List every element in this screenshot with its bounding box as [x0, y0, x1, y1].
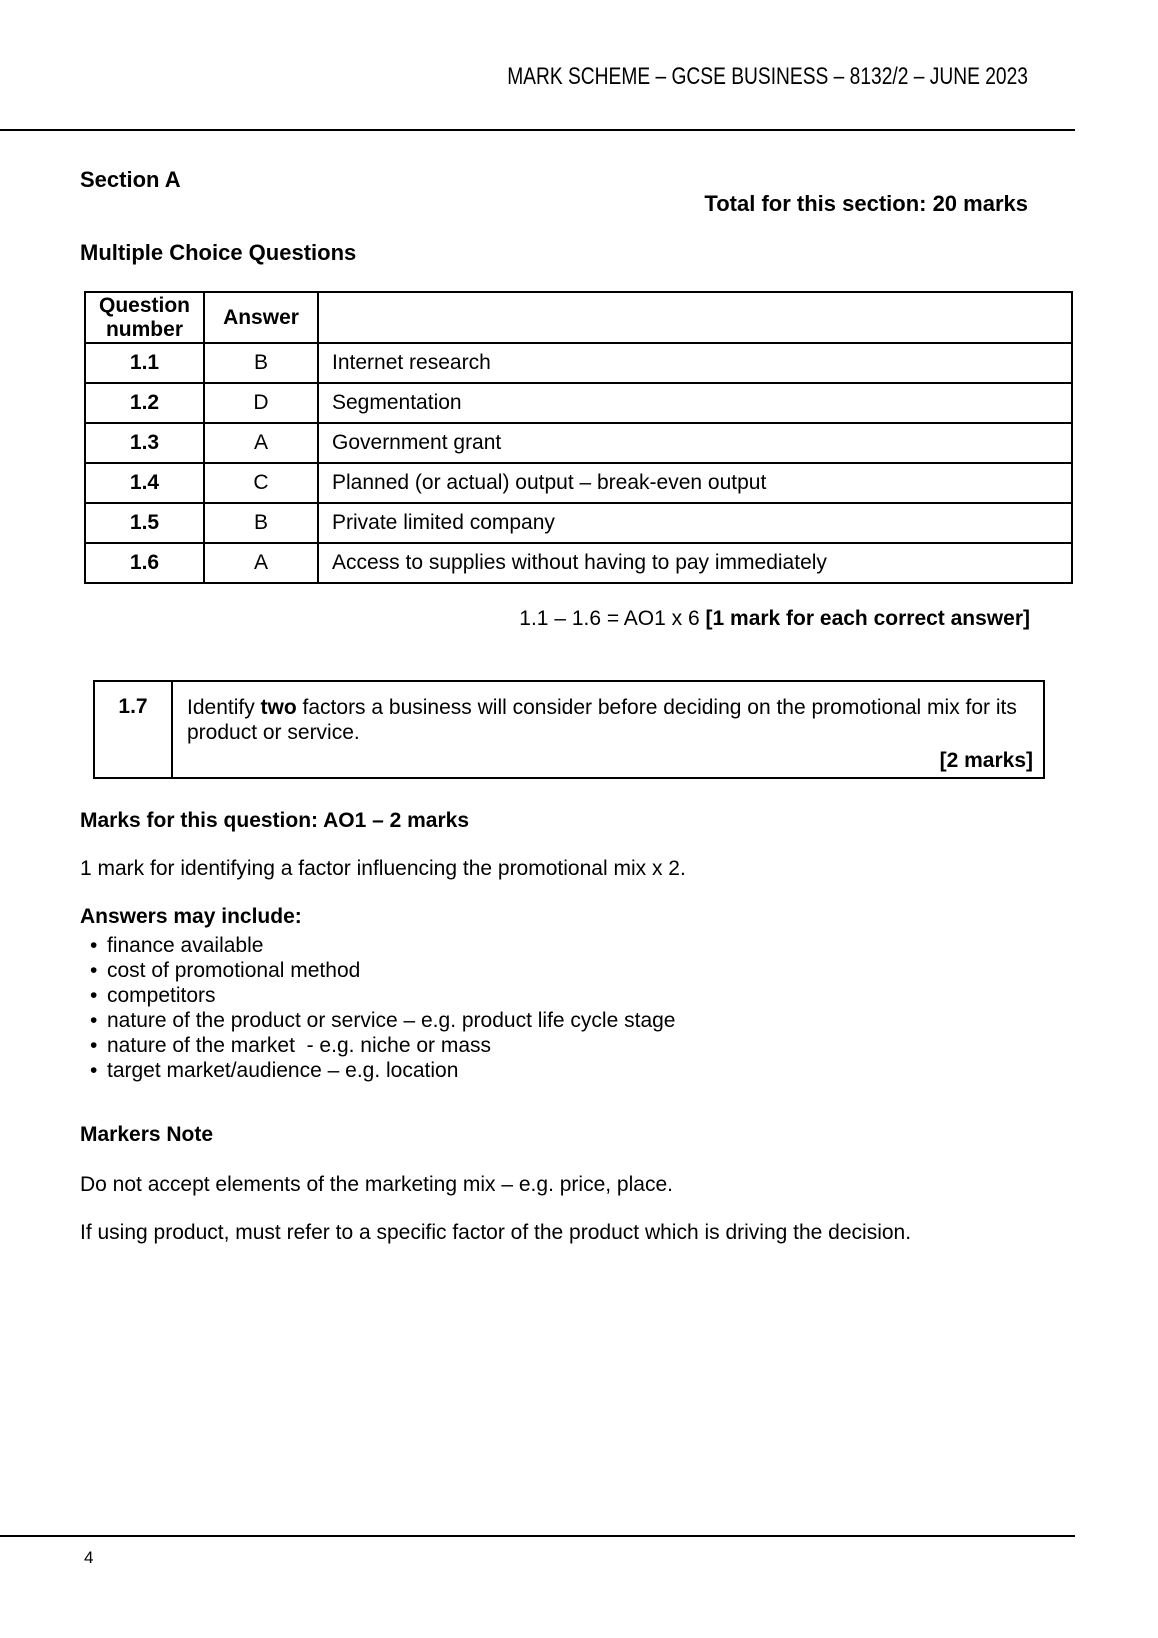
markers-note-line-1: Do not accept elements of the marketing mix – e.g. price, place.	[80, 1173, 673, 1196]
table-row	[85, 543, 1072, 583]
question-1-7-marks: [2 marks]	[939, 749, 1033, 772]
mcq-marks-note	[80, 607, 1030, 631]
table-row	[85, 383, 1072, 423]
marking-criteria-line: 1 mark for identifying a factor influencing the promotional mix x 2.	[80, 857, 686, 880]
answer-text-cell: Internet research	[318, 343, 1072, 383]
answer-text-cell: Government grant	[318, 423, 1072, 463]
question-1-7-number: 1.7	[95, 682, 173, 777]
question-number-cell: 1.5	[85, 503, 204, 543]
question-1-7-body	[173, 682, 1043, 777]
document-header-text: MARK SCHEME – GCSE BUSINESS – 8132/2 – JUNE 2023	[507, 63, 1028, 90]
table-header-row	[85, 292, 1072, 343]
header-divider	[0, 129, 1075, 131]
answer-letter-cell: C	[204, 463, 318, 503]
answer-letter-cell: D	[204, 383, 318, 423]
section-subtitle: Multiple Choice Questions	[80, 240, 357, 265]
answer-letter-cell: B	[204, 503, 318, 543]
section-total-marks: Total for this section: 20 marks	[704, 191, 1028, 216]
table-row	[85, 503, 1072, 543]
table-row	[85, 343, 1072, 383]
answer-bullet-list	[80, 933, 1040, 1083]
list-item: • finance available	[80, 933, 1040, 958]
list-item: • nature of the market - e.g. niche or mass	[80, 1033, 1040, 1058]
question-text-segment: Identify	[187, 696, 261, 719]
marks-for-question-heading: Marks for this question: AO1 – 2 marks	[80, 809, 470, 832]
section-title: Section A	[80, 167, 181, 192]
markers-note-line-2: If using product, must refer to a specific factor of the product which is driving the decision.	[80, 1221, 912, 1244]
col-header-answer: Answer	[204, 292, 318, 343]
question-1-7-text	[187, 695, 1033, 745]
answer-text-cell: Segmentation	[318, 383, 1072, 423]
list-item: • target market/audience – e.g. location	[80, 1058, 1040, 1083]
question-1-7-box	[93, 680, 1045, 779]
document-header	[0, 63, 1028, 91]
col-header-empty	[318, 292, 1072, 343]
footer-divider	[0, 1535, 1075, 1537]
col-header-question-number: Question number	[85, 292, 204, 343]
list-item: • competitors	[80, 983, 1040, 1008]
list-item: • nature of the product or service – e.g. product life cycle stage	[80, 1008, 1040, 1033]
question-text-segment: factors a business will consider before deciding on the promotional mix for its product or service.	[187, 696, 1017, 744]
answers-may-include-heading: Answers may include:	[80, 905, 302, 928]
mcq-marks-note-regular: 1.1 – 1.6 = AO1 x 6	[519, 607, 706, 630]
table-row	[85, 463, 1072, 503]
question-number-cell: 1.1	[85, 343, 204, 383]
marking-guidance	[80, 808, 1040, 1245]
mcq-marks-note-bold: [1 mark for each correct answer]	[705, 607, 1030, 630]
answer-letter-cell: B	[204, 343, 318, 383]
answer-text-cell: Planned (or actual) output – break-even output	[318, 463, 1072, 503]
question-number-cell: 1.2	[85, 383, 204, 423]
list-item: • cost of promotional method	[80, 958, 1040, 983]
markers-note-heading: Markers Note	[80, 1123, 214, 1146]
answer-text-cell: Access to supplies without having to pay immediately	[318, 543, 1072, 583]
answer-text-cell: Private limited company	[318, 503, 1072, 543]
question-number-cell: 1.4	[85, 463, 204, 503]
mcq-answers-table	[84, 291, 1073, 584]
table-row	[85, 423, 1072, 463]
answer-letter-cell: A	[204, 543, 318, 583]
answer-letter-cell: A	[204, 423, 318, 463]
question-text-bold-segment: two	[260, 696, 297, 719]
page-number: 4	[84, 1548, 94, 1567]
question-number-cell: 1.6	[85, 543, 204, 583]
question-number-cell: 1.3	[85, 423, 204, 463]
